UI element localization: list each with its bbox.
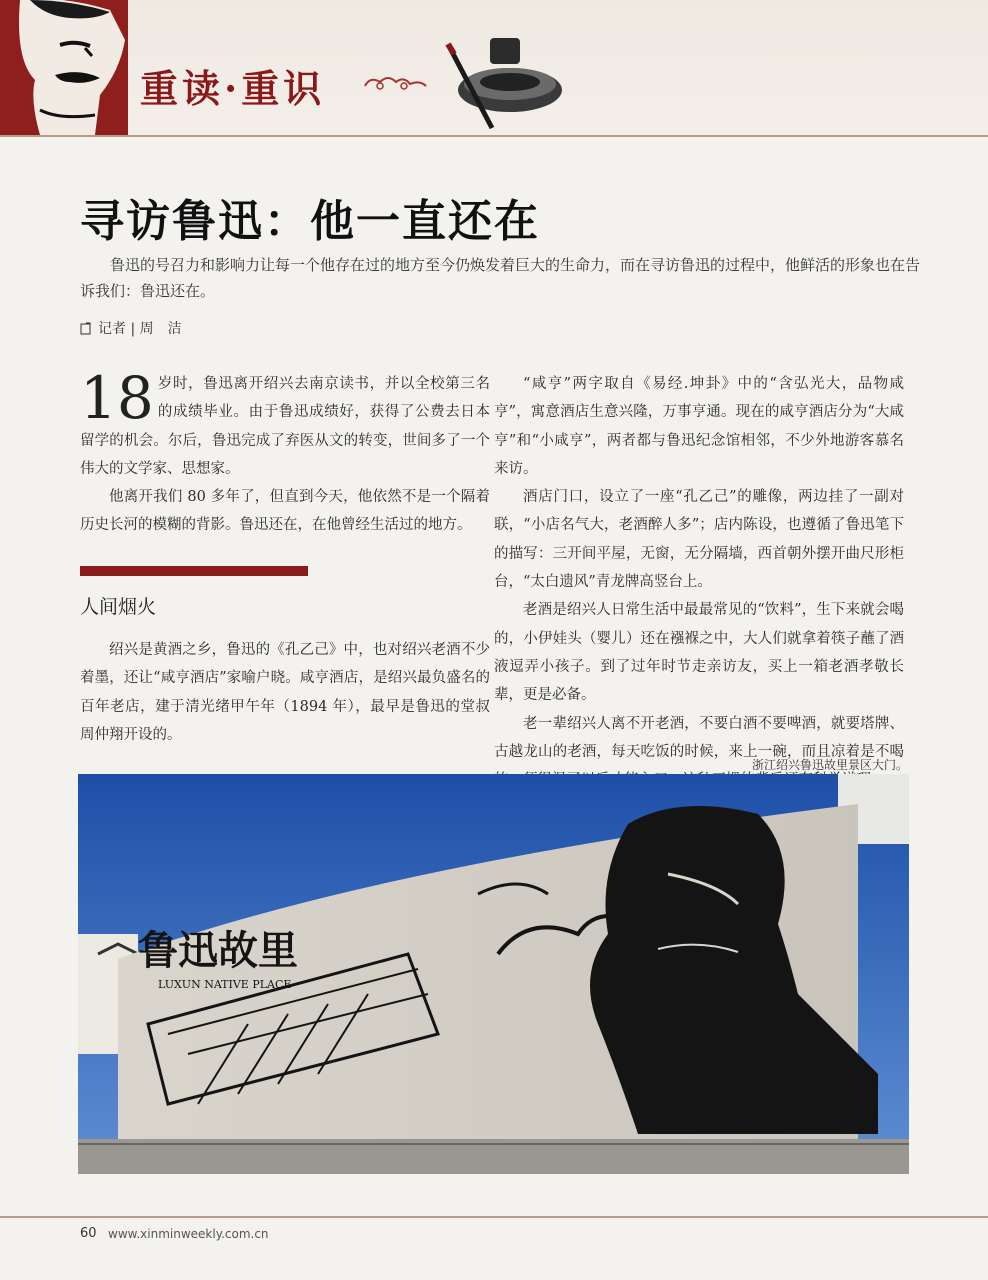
- paragraph: [80, 364, 490, 483]
- subheading: 人间烟火: [80, 596, 157, 618]
- paragraph-text: 岁时，鲁迅离开绍兴去南京读书，并以全校第三名的成绩毕业。由于鲁迅成绩好，获得了公费去日本留学的机会。尔后，鲁迅完成了弃医从文的转变，世间多了一个伟大的文学家、思想家。: [80, 376, 490, 477]
- cloud-ornament-icon: [360, 72, 430, 96]
- section-title: 重读·重识: [140, 66, 326, 111]
- wall-title: 鲁迅故里: [138, 927, 298, 974]
- left-column: [80, 364, 490, 540]
- byline-text: 记者 | 周 洁: [98, 321, 182, 337]
- section-divider-bar: [80, 566, 308, 576]
- footer-divider: [0, 1216, 988, 1218]
- article-lead: 鲁迅的号召力和影响力让每一个他存在过的地方至今仍焕发着巨大的生命力，而在寻访鲁迅的过程中，他鲜活的形象也在告诉我们：鲁迅还在。: [80, 256, 921, 300]
- wall-subtitle: LUXUN NATIVE PLACE: [158, 978, 292, 991]
- paragraph: 绍兴是黄酒之乡，鲁迅的《孔乙己》中，也对绍兴老酒不少着墨，还让“咸亨酒店”家喻户晓。咸亨酒店，是绍兴最负盛名的百年老店，建于清光绪甲午年（1894 年），最早是鲁迅的堂叔周仲翔开设的。: [80, 642, 490, 743]
- website-link[interactable]: www.xinminweekly.com.cn: [108, 1227, 269, 1241]
- dropcap: 18: [80, 364, 154, 432]
- ink-brush-inkstone-icon: [440, 18, 570, 133]
- right-column: [494, 370, 904, 794]
- paragraph: 老酒是绍兴人日常生活中最最常见的“饮料”，生下来就会喝的，小伊娃头（婴儿）还在襁褓之中，大人们就拿着筷子蘸了酒液逗弄小孩子。到了过年时节走亲访友，买上一箱老酒孝敬长辈，更是必备。: [494, 602, 904, 704]
- page-number: 60: [80, 1226, 97, 1241]
- byline: [80, 318, 182, 338]
- article-title: 寻访鲁迅：他一直还在: [80, 196, 540, 247]
- paragraph: 酒店门口，设立了一座“孔乙己”的雕像，两边挂了一副对联，“小店名气大，老酒醉人多”；店内陈设，也遵循了鲁迅笔下的描写：三开间平屋，无窗，无分隔墙，西首朝外摆开曲尺形柜台，“太白遗风”青龙牌高竖台上。: [494, 489, 904, 591]
- luxun-portrait-illustration: [0, 0, 128, 135]
- left-column-lower: [80, 636, 490, 749]
- pen-note-icon: [80, 322, 92, 335]
- photo-caption: 浙江绍兴鲁迅故里景区大门。: [751, 758, 908, 772]
- header-banner: [0, 0, 988, 137]
- paragraph: “咸亨”两字取自《易经.坤卦》中的“含弘光大，品物咸亨”，寓意酒店生意兴隆，万事亨通。现在的咸亨酒店分为“大咸亨”和“小咸亨”，两者都与鲁迅纪念馆相邻，不少外地游客慕名来访。: [494, 376, 904, 477]
- luxun-native-place-photo: [78, 774, 909, 1174]
- paragraph: 老一辈绍兴人离不开老酒，不要白酒不要啤酒，就要塔牌、古越龙山的老酒，每天吃饭的时候，来上一碗，而且凉着是不喝: [494, 715, 904, 760]
- paragraph: 他离开我们 80 多年了，但直到今天，他依然不是一个隔着历史长河的模糊的背影。鲁迅还在，在他曾经生活过的地方。: [80, 489, 490, 534]
